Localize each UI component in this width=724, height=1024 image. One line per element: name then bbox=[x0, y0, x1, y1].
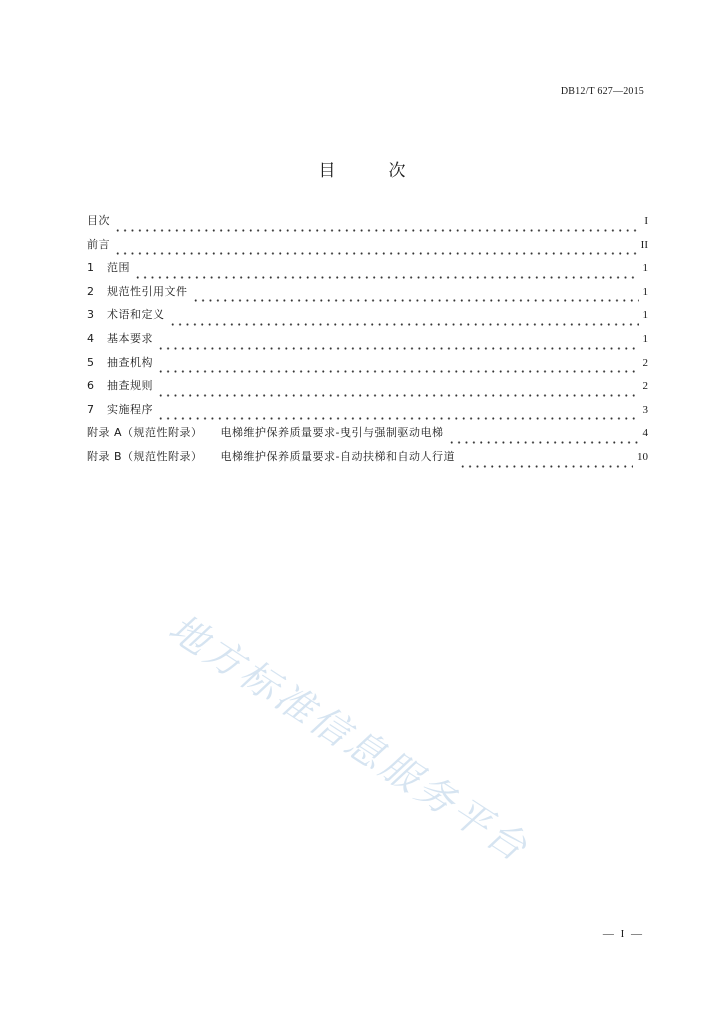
toc-entry-label: 前言 bbox=[87, 237, 110, 251]
toc-leader-dots bbox=[192, 294, 639, 302]
toc-entry-page: 1 bbox=[642, 262, 648, 275]
toc-entry-number: 2 bbox=[87, 284, 94, 298]
toc-entry[interactable] bbox=[87, 330, 648, 354]
toc-leader-dots bbox=[448, 436, 639, 444]
toc-appendix-label: 附录 A（规范性附录） bbox=[87, 426, 203, 440]
toc-entry-page: 2 bbox=[642, 380, 648, 393]
toc-entry-page: 1 bbox=[642, 285, 648, 298]
toc-entry-number: 7 bbox=[87, 402, 94, 416]
watermark: 地方标准信息服务平台 bbox=[161, 605, 538, 872]
toc-leader-dots bbox=[169, 318, 639, 326]
toc-entry[interactable] bbox=[87, 354, 648, 378]
toc-entry-number: 4 bbox=[87, 331, 94, 345]
toc-entry[interactable] bbox=[87, 212, 648, 236]
toc-entry-number: 1 bbox=[87, 261, 94, 275]
toc-appendix-title: 电梯维护保养质量要求-曳引与强制驱动电梯 bbox=[220, 426, 444, 440]
toc-entry-appendix[interactable] bbox=[87, 448, 648, 472]
toc-leader-dots bbox=[157, 412, 639, 420]
toc-leader-dots bbox=[157, 342, 639, 350]
toc-entry-page: 1 bbox=[642, 332, 648, 345]
toc-entry-number: 5 bbox=[87, 355, 94, 369]
toc-leader-dots bbox=[157, 389, 639, 397]
toc-entry-label: 术语和定义 bbox=[107, 308, 165, 322]
toc-entry-label: 抽查机构 bbox=[107, 355, 153, 369]
toc-entry-page: 10 bbox=[637, 450, 648, 463]
toc-entry-label: 目次 bbox=[87, 214, 110, 227]
toc-entry-number: 3 bbox=[87, 308, 94, 322]
page-title: 目 次 bbox=[318, 161, 424, 181]
toc-entry[interactable] bbox=[87, 306, 648, 330]
toc-entry-page: 1 bbox=[642, 309, 648, 322]
toc-entry-label: 范围 bbox=[107, 261, 130, 275]
toc-entry[interactable] bbox=[87, 377, 648, 401]
document-code: DB12/T 627—2015 bbox=[560, 86, 644, 97]
toc-entry-label: 实施程序 bbox=[107, 402, 153, 416]
toc-entry-appendix[interactable] bbox=[87, 424, 648, 448]
toc-appendix-label: 附录 B（规范性附录） bbox=[87, 449, 203, 463]
toc-entry-page: 3 bbox=[642, 403, 648, 416]
toc-leader-dots bbox=[114, 224, 640, 232]
toc-entry[interactable] bbox=[87, 259, 648, 283]
toc-entry-page: I bbox=[644, 215, 648, 227]
toc-entry[interactable] bbox=[87, 283, 648, 307]
toc-entry-page: 4 bbox=[642, 427, 648, 440]
toc-entry-label: 基本要求 bbox=[107, 331, 153, 345]
toc-leader-dots bbox=[157, 365, 639, 373]
toc-entry-label: 规范性引用文件 bbox=[107, 284, 188, 298]
toc-entry-label: 抽查规则 bbox=[107, 379, 153, 393]
toc-entry-number: 6 bbox=[87, 379, 94, 393]
toc-leader-dots bbox=[134, 271, 639, 279]
toc-entry-page: 2 bbox=[642, 356, 648, 369]
table-of-contents bbox=[87, 212, 648, 472]
toc-leader-dots bbox=[114, 247, 637, 255]
toc-entry[interactable] bbox=[87, 401, 648, 425]
toc-entry[interactable] bbox=[87, 236, 648, 260]
toc-entry-page: II bbox=[640, 238, 648, 251]
toc-leader-dots bbox=[459, 460, 633, 468]
toc-appendix-title: 电梯维护保养质量要求-自动扶梯和自动人行道 bbox=[220, 449, 456, 463]
page-number: — I — bbox=[602, 928, 644, 940]
